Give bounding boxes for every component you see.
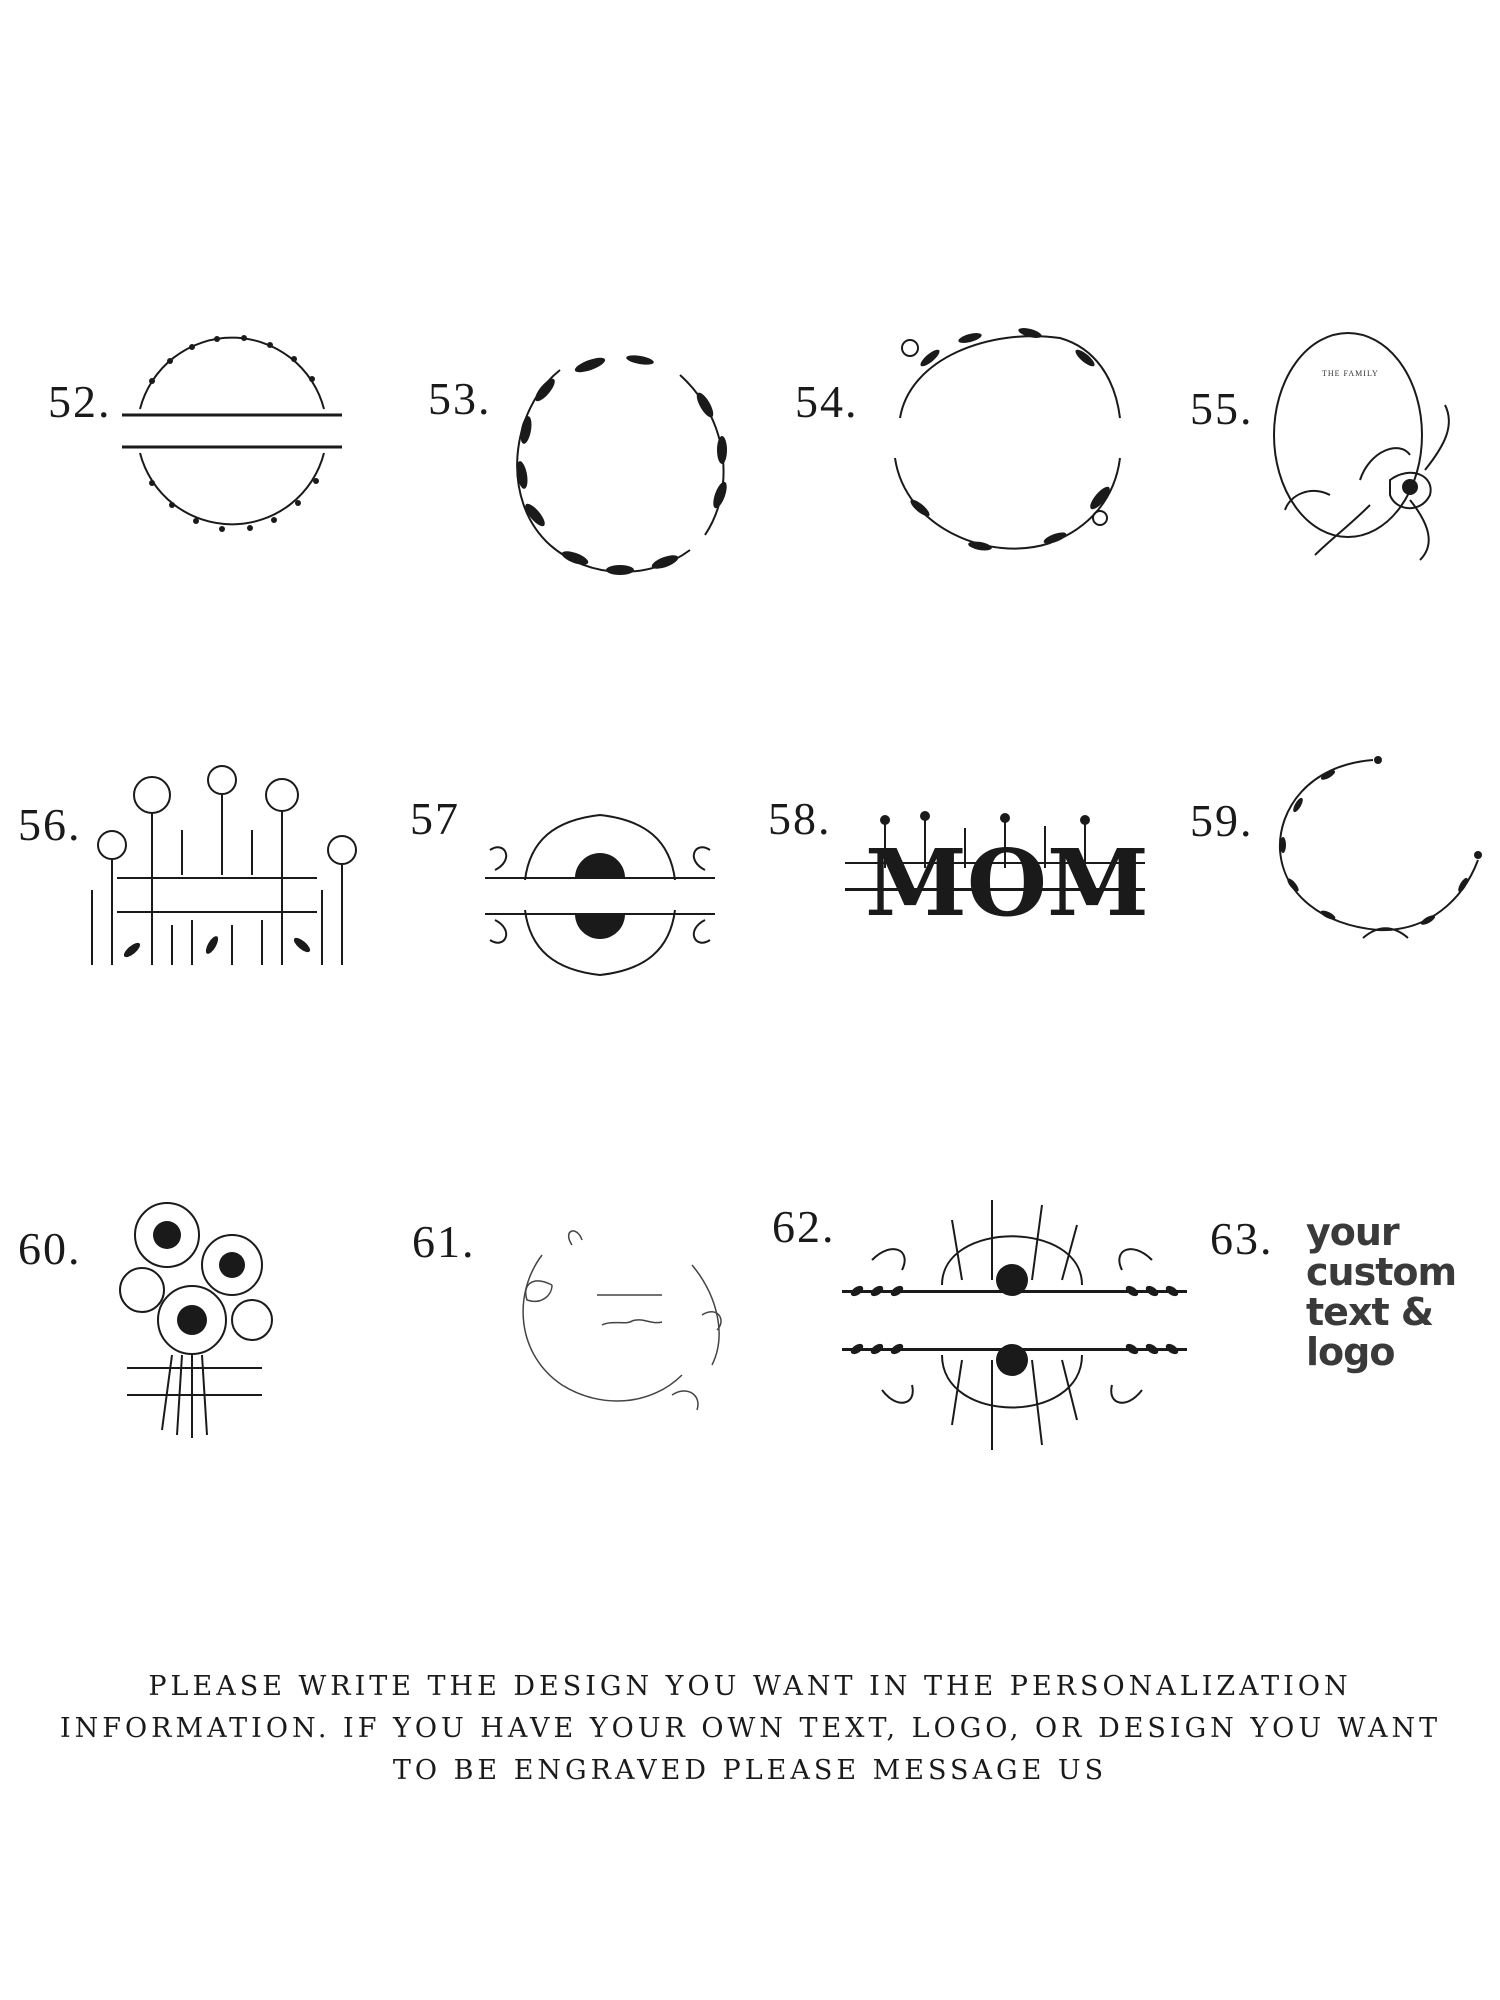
design-number-55: 55.: [1190, 383, 1254, 434]
design-number-59: 59.: [1190, 795, 1254, 846]
mom-word: MOM: [865, 829, 1149, 937]
sunflower-split-icon: [485, 790, 715, 1000]
design-number-57: 57: [410, 793, 460, 844]
daisy-split-icon: [842, 1180, 1187, 1470]
design-number-58: 58.: [768, 793, 832, 844]
design-number-60: 60.: [18, 1223, 82, 1274]
custom-line-3: text &: [1306, 1290, 1433, 1334]
frame-inner-text: THE FAMILY: [1322, 369, 1379, 378]
instructions-line-3: TO BE ENGRAVED PLEASE MESSAGE US: [392, 1755, 1108, 1786]
vine-arc-icon: [1268, 750, 1483, 950]
sunflower-bouquet-icon: [112, 1190, 282, 1440]
leaf-wreath-icon: [490, 330, 750, 590]
instructions-line-1: PLEASE WRITE THE DESIGN YOU WANT IN THE PERSONALIZATION: [148, 1671, 1352, 1702]
custom-line-4: logo: [1306, 1330, 1395, 1374]
design-number-52: 52.: [48, 376, 112, 427]
design-number-62: 62.: [772, 1201, 836, 1252]
instructions-text: [60, 1666, 1440, 1792]
mom-monogram-icon: [845, 808, 1149, 943]
wildflower-split-icon: [72, 750, 362, 970]
oval-floral-frame-icon: [1270, 325, 1460, 565]
design-number-54: 54.: [795, 376, 859, 427]
custom-line-1: your: [1306, 1210, 1399, 1254]
watercolor-wreath-icon: [502, 1225, 732, 1425]
custom-text-logo: [1306, 1212, 1496, 1372]
design-number-61: 61.: [412, 1216, 476, 1267]
design-number-56: 56.: [18, 799, 82, 850]
split-wreath-icon: [122, 325, 342, 545]
design-number-53: 53.: [428, 373, 492, 424]
design-number-63: 63.: [1210, 1213, 1274, 1264]
instructions-line-2: INFORMATION. IF YOU HAVE YOUR OWN TEXT, LOGO, OR DESIGN YOU WANT: [60, 1713, 1442, 1744]
custom-line-2: custom: [1306, 1250, 1457, 1294]
floral-wreath-icon: [880, 318, 1130, 568]
